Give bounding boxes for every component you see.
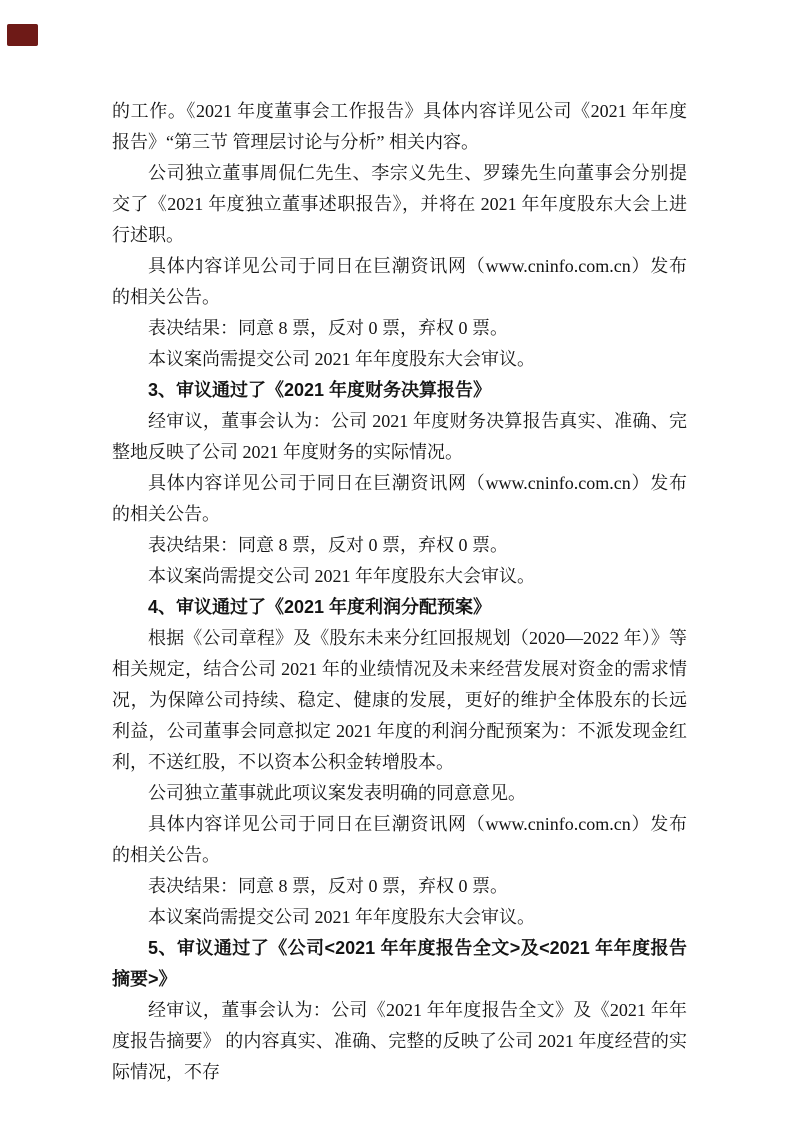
paragraph-vote-result-item4: 表决结果：同意 8 票，反对 0 票，弃权 0 票。 (148, 876, 508, 896)
heading-item-3-financial-report: 3、审议通过了《2021 年度财务决算报告》 (148, 380, 492, 400)
paragraph-vote-result-item3: 表决结果：同意 8 票，反对 0 票，弃权 0 票。 (148, 535, 508, 555)
paragraph-independent-directors-reports: 公司独立董事周侃仁先生、李宗义先生、罗臻先生向董事会分别提交了《2021 年度独立董事述职报告》，并将在 2021 年年度股东大会上进行述职。 (112, 163, 687, 245)
paragraph-disclosure-website-item2: 具体内容详见公司于同日在巨潮资讯网（www.cninfo.com.cn）发布的相关公告。 (112, 256, 687, 307)
paragraph-submit-agm-item3: 本议案尚需提交公司 2021 年年度股东大会审议。 (148, 566, 535, 586)
heading-item-5-annual-report: 5、审议通过了《公司<2021 年年度报告全文>及<2021 年年度报告摘要>》 (112, 938, 687, 989)
heading-item-4-profit-distribution: 4、审议通过了《2021 年度利润分配预案》 (148, 597, 492, 617)
page-corner-mark (7, 24, 38, 46)
paragraph-disclosure-website-item3: 具体内容详见公司于同日在巨潮资讯网（www.cninfo.com.cn）发布的相关公告。 (112, 473, 687, 524)
paragraph-item5-board-opinion: 经审议，董事会认为：公司《2021 年年度报告全文》及《2021 年年度报告摘要》 的内容真实、准确、完整的反映了公司 2021 年度经营的实际情况，不存 (112, 1000, 687, 1082)
paragraph-item4-independent-opinion: 公司独立董事就此项议案发表明确的同意意见。 (148, 783, 526, 803)
paragraph-item3-board-opinion: 经审议，董事会认为：公司 2021 年度财务决算报告真实、准确、完整地反映了公司 2021 年度财务的实际情况。 (112, 411, 687, 462)
paragraph-item4-distribution-plan: 根据《公司章程》及《股东未来分红回报规划（2020—2022 年）》等相关规定，结合公司 2021 年的业绩情况及未来经营发展对资金的需求情况，为保障公司持续、稳定、健康的发展，更好的维护全体股东的长远利益，公司董事会同意拟定 2021 年度的利润分配预案为：不派发现金红利，不送红股，不以资本公积金转增股本。 (112, 628, 687, 772)
paragraph-vote-result-item2: 表决结果：同意 8 票，反对 0 票，弃权 0 票。 (148, 318, 508, 338)
paragraph-report-reference-continuation: 的工作。《2021 年度董事会工作报告》具体内容详见公司《2021 年年度报告》“第三节 管理层讨论与分析” 相关内容。 (112, 101, 687, 152)
paragraph-submit-agm-item4: 本议案尚需提交公司 2021 年年度股东大会审议。 (148, 907, 535, 927)
paragraph-disclosure-website-item4: 具体内容详见公司于同日在巨潮资讯网（www.cninfo.com.cn）发布的相关公告。 (112, 814, 687, 865)
document-body (112, 96, 687, 1088)
paragraph-submit-agm-item2: 本议案尚需提交公司 2021 年年度股东大会审议。 (148, 349, 535, 369)
